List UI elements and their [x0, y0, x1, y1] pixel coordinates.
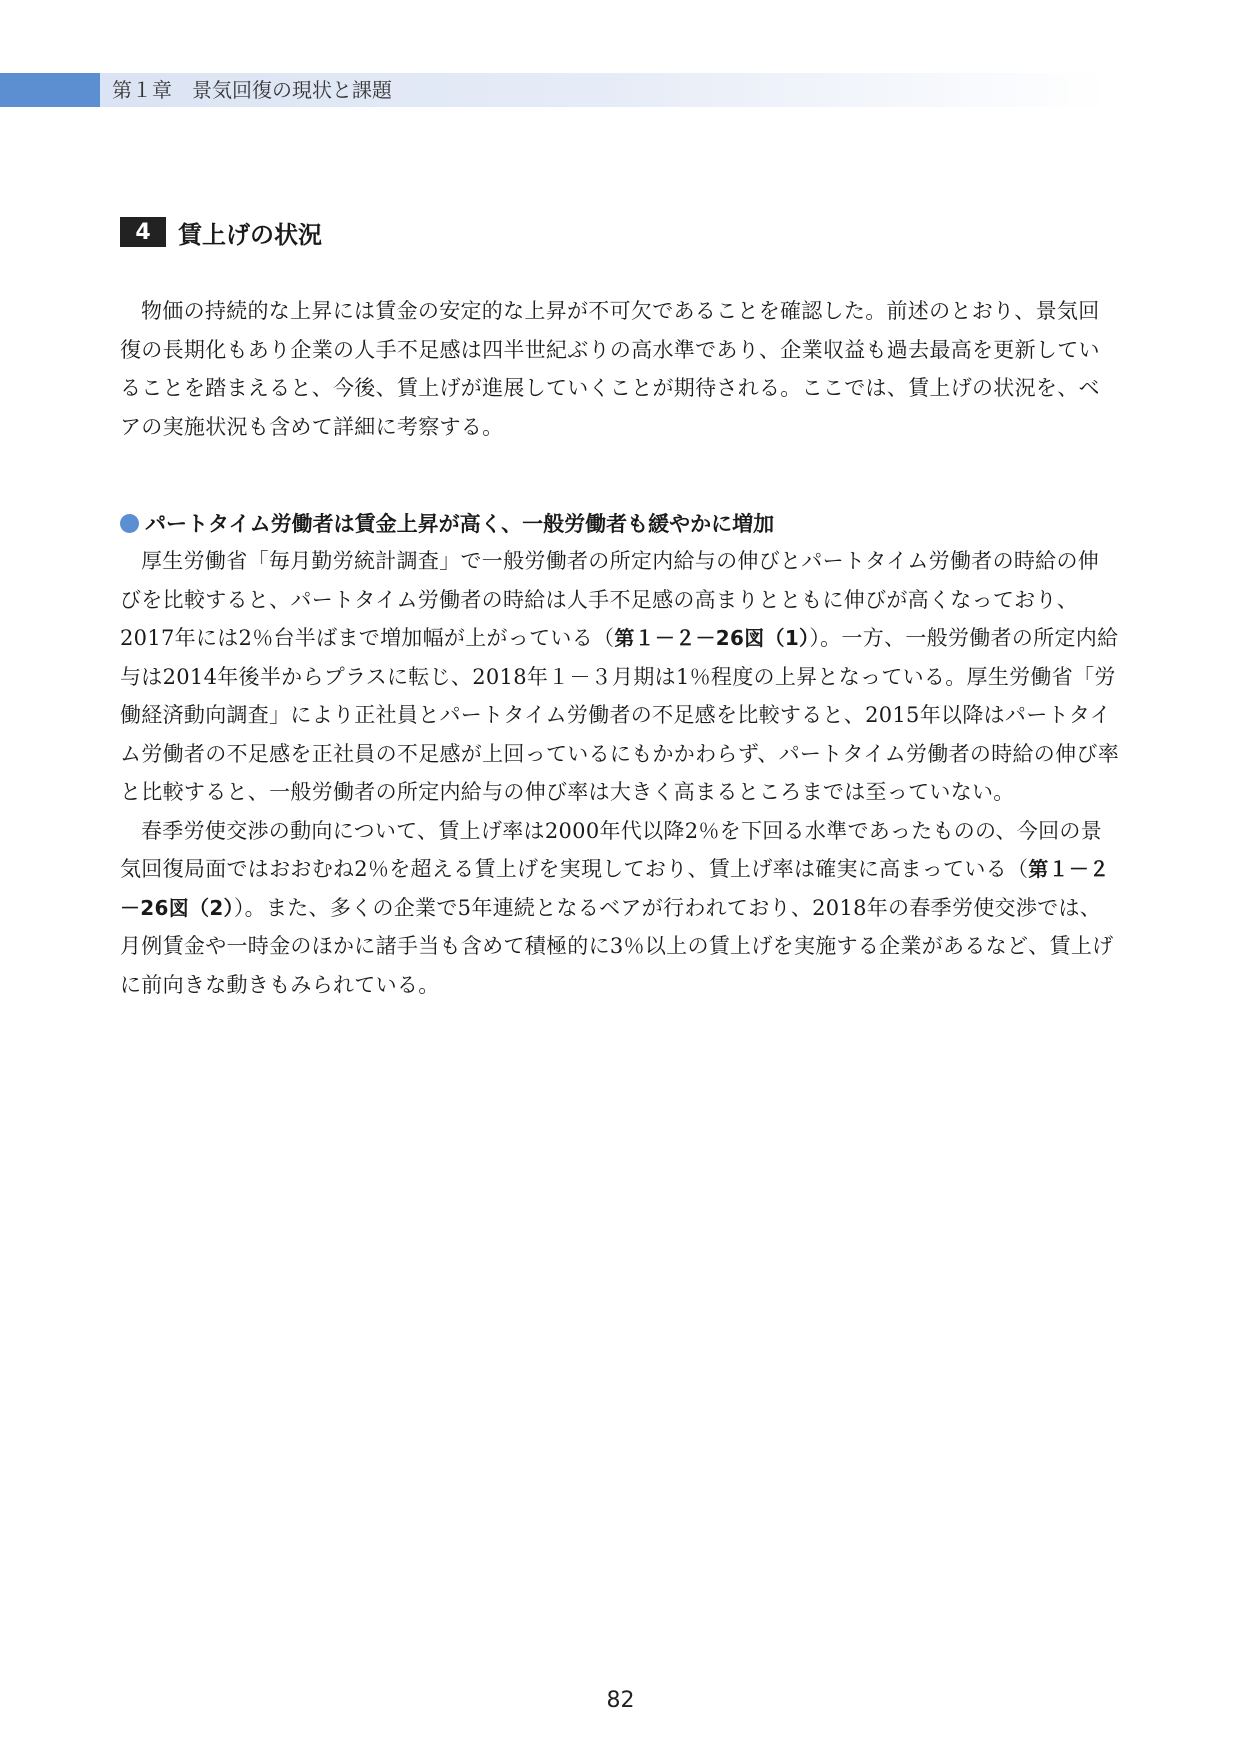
- subsection-title: パートタイム労働者は賃金上昇が高く、一般労働者も緩やかに増加: [145, 512, 775, 536]
- figure-reference-1: 第１－２－26図（1）: [614, 626, 810, 650]
- intro-paragraph: [120, 292, 1120, 446]
- paragraph-2-part-a: 春季労使交渉の動向について、賃上げ率は2000年代以降2％を下回る水準であったものの、今回の景気回復局面ではおおむね2％を超える賃上げを実現しており、賃上げ率は確実に高まっている（: [120, 818, 1103, 881]
- subsection-heading: [120, 508, 774, 538]
- figure-reference-2: 第１－２－26図（2）: [120, 857, 1110, 920]
- paragraph-2-part-b: ）。また、多くの企業で5年連続となるベアが行われており、2018年の春季労使交渉では、月例賃金や一時金のほかに諸手当も含めて積極的に3％以上の賃上げを実施する企業があるなど、賃上げに前向きな動きもみられている。: [120, 895, 1114, 997]
- intro-text: 物価の持続的な上昇には賃金の安定的な上昇が不可欠であることを確認した。前述のとおり、景気回復の長期化もあり企業の人手不足感は四半世紀ぶりの高水準であり、企業収益も過去最高を更新していることを踏まえると、今後、賃上げが進展していくことが期待される。ここでは、賃上げの状況を、ベアの実施状況も含めて詳細に考察する。: [120, 299, 1100, 439]
- page-number: 82: [606, 1688, 635, 1713]
- paragraph-1-part-a: 厚生労働省「毎月勤労統計調査」で一般労働者の所定内給与の伸びとパートタイム労働者の時給の伸びを比較すると、パートタイム労働者の時給は人手不足感の高まりとともに伸びが高くなっており、2017年には2％台半ばまで増加幅が上がっている（: [120, 549, 1100, 650]
- bullet-circle-icon: [120, 514, 139, 533]
- body-paragraphs: [120, 542, 1120, 1004]
- section-heading: [120, 216, 322, 248]
- paragraph-2: [120, 812, 1120, 1005]
- section-number-badge: 4: [120, 217, 166, 247]
- paragraph-1: [120, 542, 1120, 812]
- paragraph-1-part-b: ）。一方、一般労働者の所定内給与は2014年後半からプラスに転じ、2018年１－３月期は1％程度の上昇となっている。厚生労働省「労働経済動向調査」により正社員とパートタイム労働者の不足感を比較すると、2015年以降はパートタイム労働者の不足感を正社員の不足感が上回っているにもかかわらず、パートタイム労働者の時給の伸び率と比較すると、一般労働者の所定内給与の伸び率は大きく高まるところまでは至っていない。: [120, 626, 1119, 804]
- chapter-header-title: 第１章 景気回復の現状と課題: [112, 78, 392, 102]
- chapter-header-tab: [0, 73, 100, 107]
- section-title: 賃上げの状況: [178, 220, 322, 249]
